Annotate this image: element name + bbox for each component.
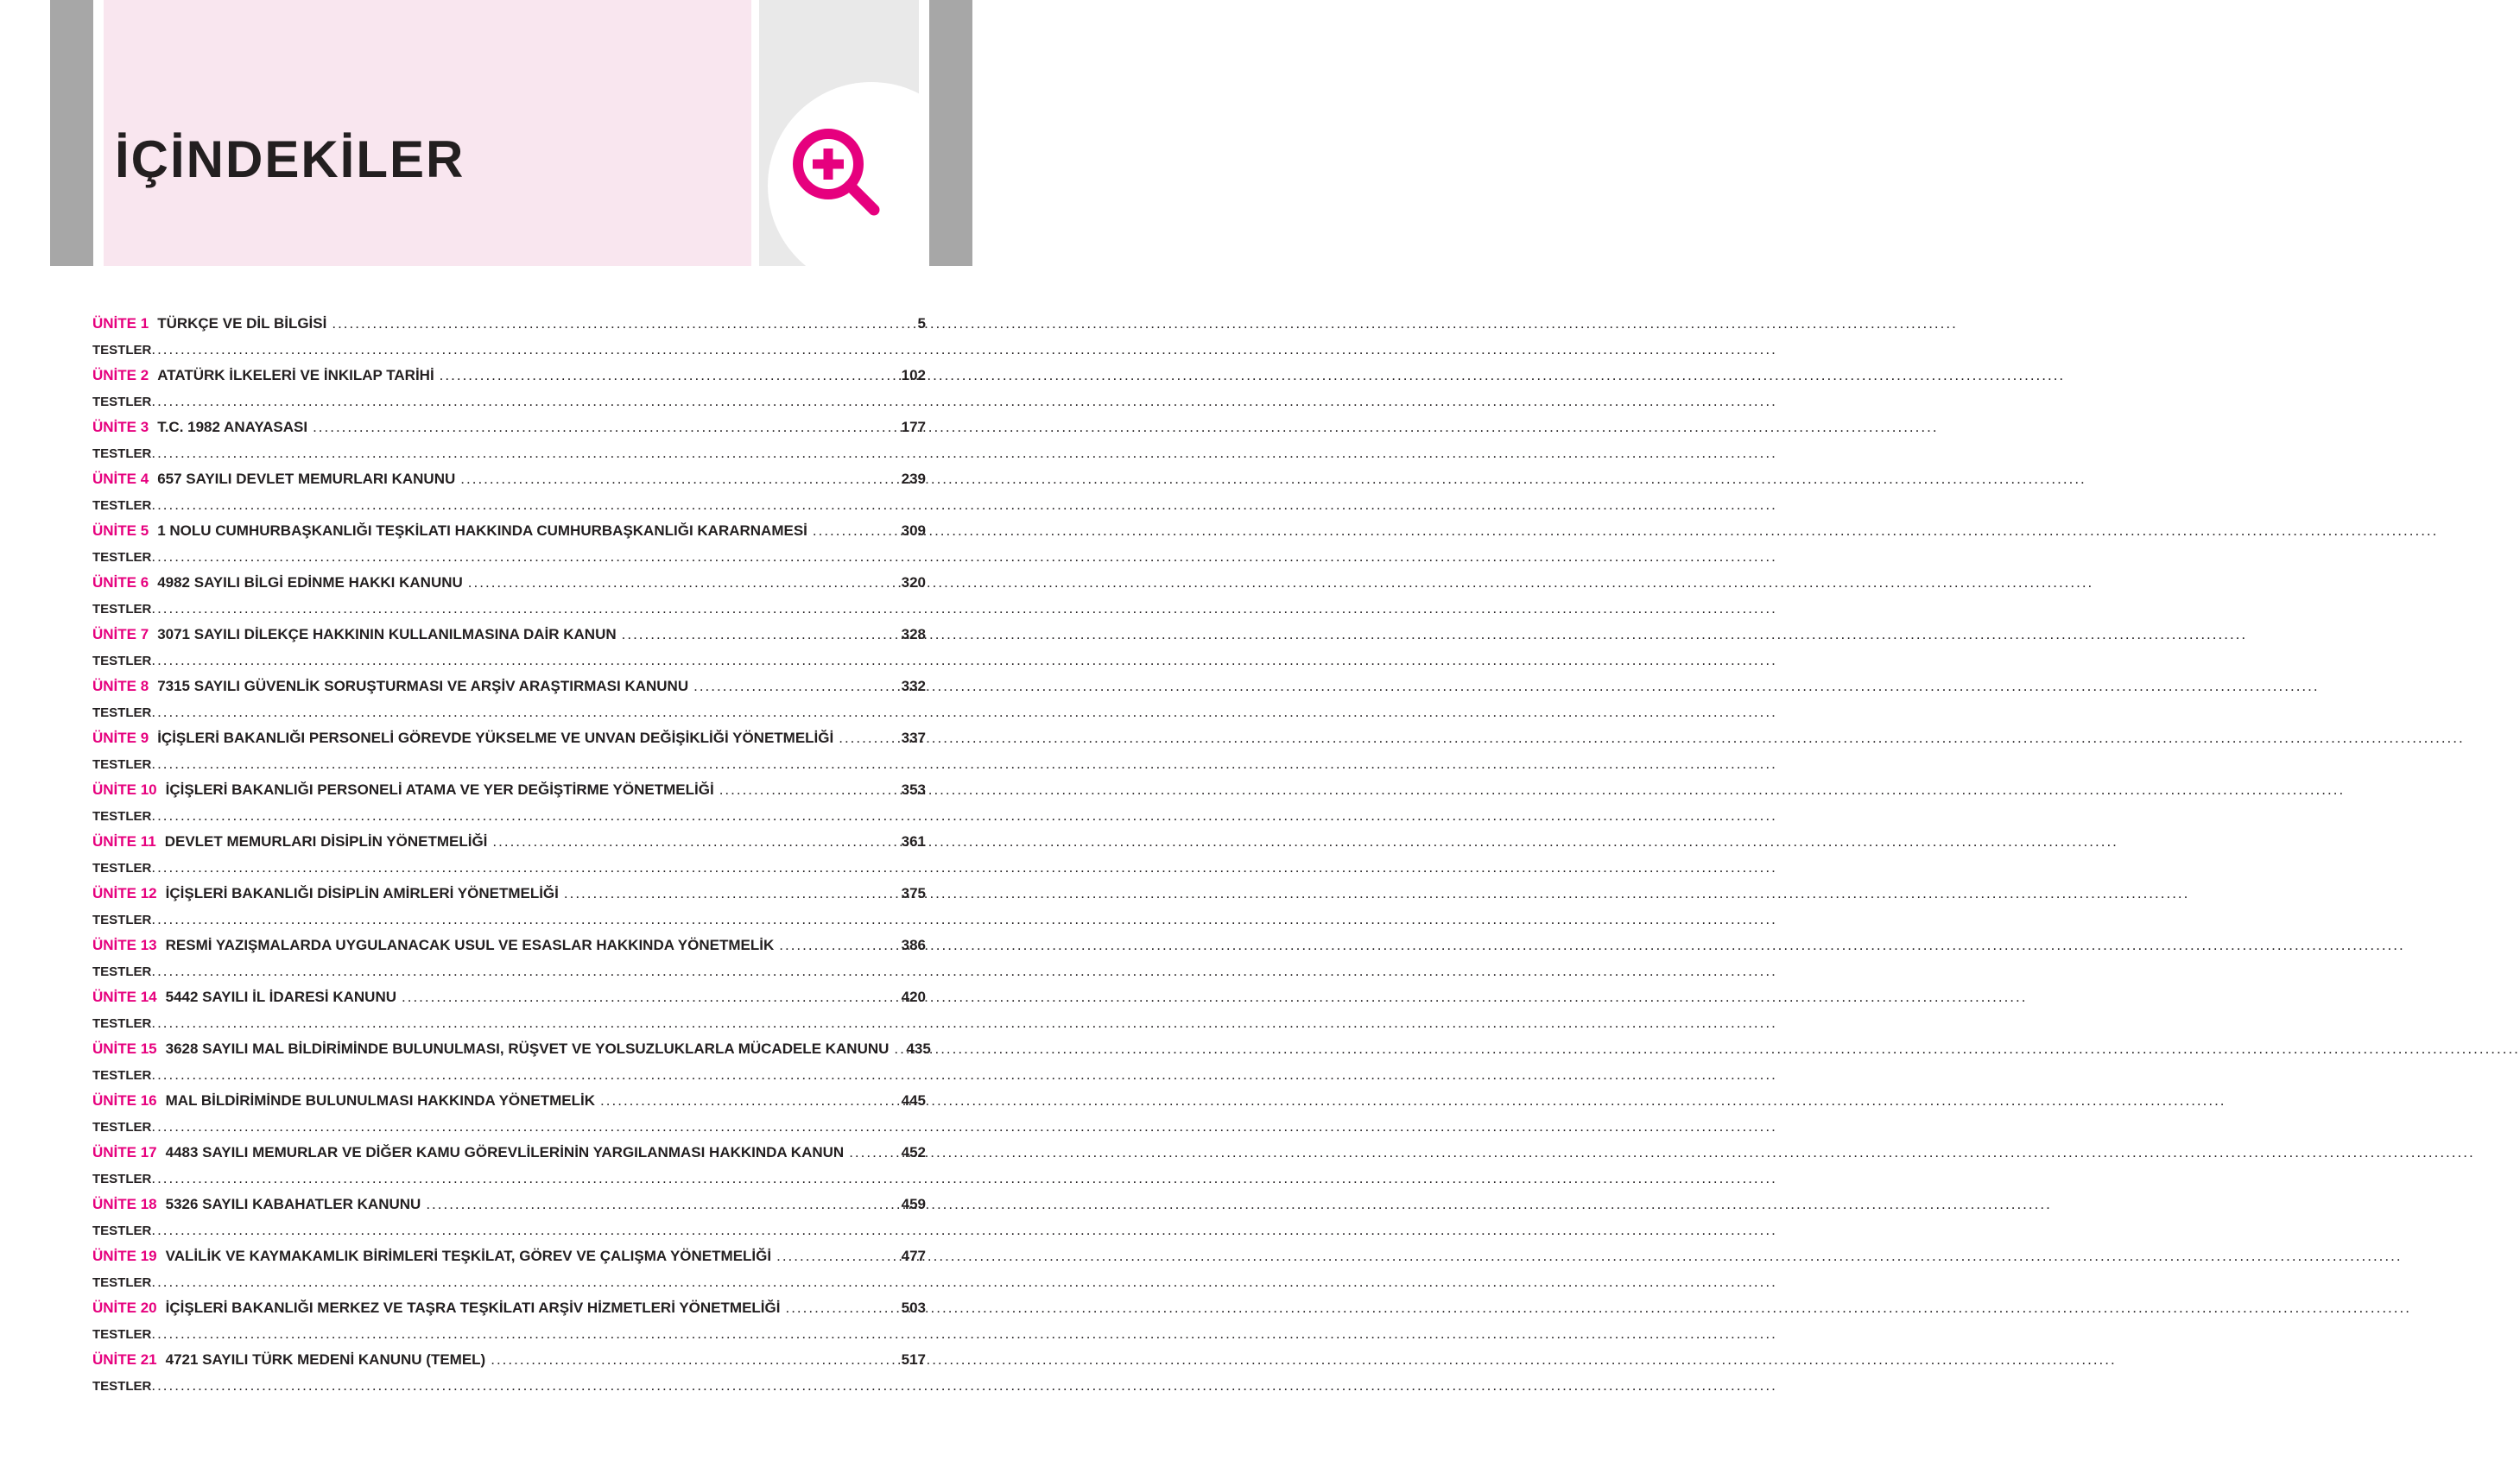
unit-line [92,829,926,855]
unit-title: İÇİŞLERİ BAKANLIĞI DİSİPLİN AMİRLERİ YÖNETMELİĞİ [165,885,559,901]
tests-line [92,751,926,777]
dot-leader [785,1295,897,1321]
unit-title: 4721 SAYILI TÜRK MEDENİ KANUNU (TEMEL) [165,1351,486,1368]
tests-line [92,337,926,363]
tests-line [92,1321,926,1347]
toc-entry[interactable] [92,933,926,984]
tests-label: TESTLER [92,1224,152,1238]
tests-line [92,803,926,829]
unit-line [92,777,926,803]
dot-leader [151,544,926,570]
unit-number: ÜNİTE 6 [92,574,149,591]
toc-entry[interactable] [92,518,926,570]
dot-leader [151,958,926,984]
unit-number: ÜNİTE 16 [92,1092,157,1109]
dot-leader [460,466,897,492]
toc-entry[interactable] [92,777,926,829]
toc-entry[interactable] [92,570,926,622]
dot-leader [151,1062,926,1088]
tests-label: TESTLER [92,757,152,772]
tests-label: TESTLER [92,809,152,824]
unit-line [92,363,926,389]
unit-title: İÇİŞLERİ BAKANLIĞI PERSONELİ GÖREVDE YÜKSELME VE UNVAN DEĞİŞİKLİĞİ YÖNETMELİĞİ [157,730,834,746]
toc-entry[interactable] [92,622,926,674]
tests-label: TESTLER [92,1327,152,1342]
unit-number: ÜNİTE 7 [92,626,149,642]
unit-number: ÜNİTE 4 [92,471,149,487]
dot-leader [151,648,926,674]
page-number: 353 [901,781,926,798]
page-number: 309 [901,522,926,539]
dot-leader [779,933,897,958]
page-number: 177 [901,419,926,435]
tests-label: TESTLER [92,1016,152,1031]
unit-line [92,518,926,544]
toc-entry[interactable] [92,674,926,725]
toc-entry[interactable] [92,984,926,1036]
dot-leader [151,1321,926,1347]
dot-leader [564,881,898,907]
unit-line [92,414,926,440]
tests-label: TESTLER [92,395,152,409]
unit-title: İÇİŞLERİ BAKANLIĞI MERKEZ VE TAŞRA TEŞKİLATI ARŞİV HİZMETLERİ YÖNETMELİĞİ [165,1300,781,1316]
unit-line [92,1140,926,1166]
page-number: 239 [901,471,926,487]
unit-number: ÜNİTE 3 [92,419,149,435]
unit-title: T.C. 1982 ANAYASASI [157,419,308,435]
unit-line [92,933,926,958]
unit-number: ÜNİTE 14 [92,989,157,1005]
tests-line [92,648,926,674]
toc-entry[interactable] [92,1347,926,1399]
unit-title: 4982 SAYILI BİLGİ EDİNME HAKKI KANUNU [157,574,463,591]
unit-number: ÜNİTE 11 [92,833,156,850]
unit-title: 1 NOLU CUMHURBAŞKANLIĞI TEŞKİLATI HAKKINDA CUMHURBAŞKANLIĞI KARARNAMESİ [157,522,807,539]
tests-line [92,1218,926,1243]
page-title: İÇİNDEKİLER [115,130,465,188]
dot-leader [151,1166,926,1192]
page-number: 328 [901,626,926,642]
dot-leader [719,777,898,803]
toc-entry[interactable] [92,725,926,777]
dot-leader [151,855,926,881]
unit-title: 4483 SAYILI MEMURLAR VE DİĞER KAMU GÖREVLİLERİNİN YARGILANMASI HAKKINDA KANUN [165,1144,845,1161]
unit-title: MAL BİLDİRİMİNDE BULUNULMASI HAKKINDA YÖNETMELİK [165,1092,596,1109]
unit-number: ÜNİTE 20 [92,1300,157,1316]
tests-label: TESTLER [92,602,152,617]
dot-leader [151,596,926,622]
unit-number: ÜNİTE 18 [92,1196,157,1212]
dot-leader [426,1192,897,1218]
unit-title: DEVLET MEMURLARI DİSİPLİN YÖNETMELİĞİ [164,833,488,850]
tests-label: TESTLER [92,446,152,461]
page-number: 445 [901,1092,926,1109]
unit-number: ÜNİTE 2 [92,367,149,383]
page-number: 337 [901,730,926,746]
unit-title: 3628 SAYILI MAL BİLDİRİMİNDE BULUNULMASI, RÜŞVET VE YOLSUZLUKLARLA MÜCADELE KANUNU [165,1040,890,1057]
page-number: 517 [901,1351,926,1368]
tests-line [92,1269,926,1295]
tests-label: TESTLER [92,1379,152,1394]
dot-leader [151,751,926,777]
tests-line [92,389,926,414]
toc-entry[interactable] [92,1243,926,1295]
tests-label: TESTLER [92,550,152,565]
page-number: 477 [901,1248,926,1264]
unit-title: ATATÜRK İLKELERİ VE İNKILAP TARİHİ [157,367,434,383]
dot-leader [151,440,926,466]
dot-leader [332,311,914,337]
toc-entry[interactable] [92,311,926,363]
tests-line [92,855,926,881]
dot-leader [813,518,898,544]
dot-leader [894,1036,902,1062]
tests-line [92,1373,926,1399]
page-number: 5 [917,315,926,332]
unit-number: ÜNİTE 8 [92,678,149,694]
unit-line [92,466,926,492]
tests-line [92,1114,926,1140]
unit-line [92,984,926,1010]
tests-label: TESTLER [92,1068,152,1083]
toc-entry[interactable] [92,1140,926,1192]
toc-entry[interactable] [92,466,926,518]
tests-label: TESTLER [92,705,152,720]
page-number: 503 [901,1300,926,1316]
header-band-left [50,0,93,266]
unit-number: ÜNİTE 9 [92,730,149,746]
tests-label: TESTLER [92,965,152,979]
unit-title: İÇİŞLERİ BAKANLIĞI PERSONELİ ATAMA VE YER DEĞİŞTİRME YÖNETMELİĞİ [165,781,714,798]
tests-label: TESTLER [92,343,152,357]
tests-line [92,492,926,518]
unit-line [92,570,926,596]
dot-leader [600,1088,898,1114]
zoom-in-icon [789,125,884,220]
unit-line [92,1295,926,1321]
dot-leader [151,1269,926,1295]
unit-number: ÜNİTE 21 [92,1351,157,1368]
dot-leader [151,492,926,518]
header-band-right [929,0,972,266]
unit-title: VALİLİK VE KAYMAKAMLIK BİRİMLERİ TEŞKİLAT, GÖREV VE ÇALIŞMA YÖNETMELİĞİ [165,1248,772,1264]
unit-title: TÜRKÇE VE DİL BİLGİSİ [157,315,327,332]
tests-line [92,596,926,622]
page-number: 452 [901,1144,926,1161]
tests-label: TESTLER [92,1275,152,1290]
tests-line [92,544,926,570]
tests-line [92,699,926,725]
toc-entry[interactable] [92,829,926,881]
page-number: 332 [901,678,926,694]
dot-leader [151,803,926,829]
tests-label: TESTLER [92,654,152,668]
tests-label: TESTLER [92,498,152,513]
unit-line [92,311,926,337]
unit-number: ÜNİTE 13 [92,937,157,953]
unit-number: ÜNİTE 19 [92,1248,157,1264]
unit-title: RESMİ YAZIŞMALARDA UYGULANACAK USUL VE ESASLAR HAKKINDA YÖNETMELİK [165,937,775,953]
unit-title: 7315 SAYILI GÜVENLİK SORUŞTURMASI VE ARŞİV ARAŞTIRMASI KANUNU [157,678,689,694]
dot-leader [693,674,898,699]
unit-line [92,1192,926,1218]
dot-leader [151,337,926,363]
unit-number: ÜNİTE 1 [92,315,149,332]
unit-title: 5326 SAYILI KABAHATLER KANUNU [165,1196,421,1212]
tests-line [92,907,926,933]
unit-number: ÜNİTE 17 [92,1144,157,1161]
dot-leader [402,984,898,1010]
unit-line [92,1036,931,1062]
dot-leader [151,907,926,933]
dot-leader [151,699,926,725]
dot-leader [468,570,898,596]
unit-number: ÜNİTE 10 [92,781,157,798]
unit-line [92,1243,926,1269]
unit-title: 3071 SAYILI DİLEKÇE HAKKININ KULLANILMASINA DAİR KANUN [157,626,617,642]
toc-entry[interactable] [92,414,926,466]
unit-line [92,674,926,699]
page-number: 386 [901,937,926,953]
unit-line [92,622,926,648]
page-number: 375 [901,885,926,901]
dot-leader [776,1243,898,1269]
toc-entry[interactable] [92,1088,926,1140]
tests-line [92,1010,926,1036]
toc-entry[interactable] [92,1036,931,1088]
dot-leader [622,622,898,648]
dot-leader [492,829,897,855]
tests-label: TESTLER [92,913,152,927]
toc-entry[interactable] [92,1295,926,1347]
unit-line [92,1347,926,1373]
page-number: 435 [906,1040,931,1057]
dot-leader [440,363,898,389]
toc-entry[interactable] [92,881,926,933]
dot-leader [151,1114,926,1140]
dot-leader [849,1140,897,1166]
toc-entry[interactable] [92,1192,926,1243]
unit-number: ÜNİTE 12 [92,885,157,901]
tests-line [92,958,926,984]
unit-line [92,881,926,907]
dot-leader [151,389,926,414]
icon-box [759,0,919,266]
page-number: 459 [901,1196,926,1212]
dot-leader [491,1347,897,1373]
unit-line [92,1088,926,1114]
dot-leader [313,414,898,440]
tests-label: TESTLER [92,1172,152,1186]
dot-leader [151,1218,926,1243]
dot-leader [151,1373,926,1399]
page-number: 102 [901,367,926,383]
unit-number: ÜNİTE 15 [92,1040,157,1057]
page-number: 320 [901,574,926,591]
page-number: 420 [901,989,926,1005]
tests-line [92,1062,926,1088]
tests-line [92,440,926,466]
unit-title: 657 SAYILI DEVLET MEMURLARI KANUNU [157,471,456,487]
unit-title: 5442 SAYILI İL İDARESİ KANUNU [165,989,396,1005]
page-number: 361 [901,833,926,850]
unit-line [92,725,926,751]
dot-leader [151,1010,926,1036]
tests-line [92,1166,926,1192]
dot-leader [839,725,897,751]
table-of-contents [92,311,931,1399]
toc-entry[interactable] [92,363,926,414]
unit-number: ÜNİTE 5 [92,522,149,539]
tests-label: TESTLER [92,861,152,876]
tests-label: TESTLER [92,1120,152,1135]
